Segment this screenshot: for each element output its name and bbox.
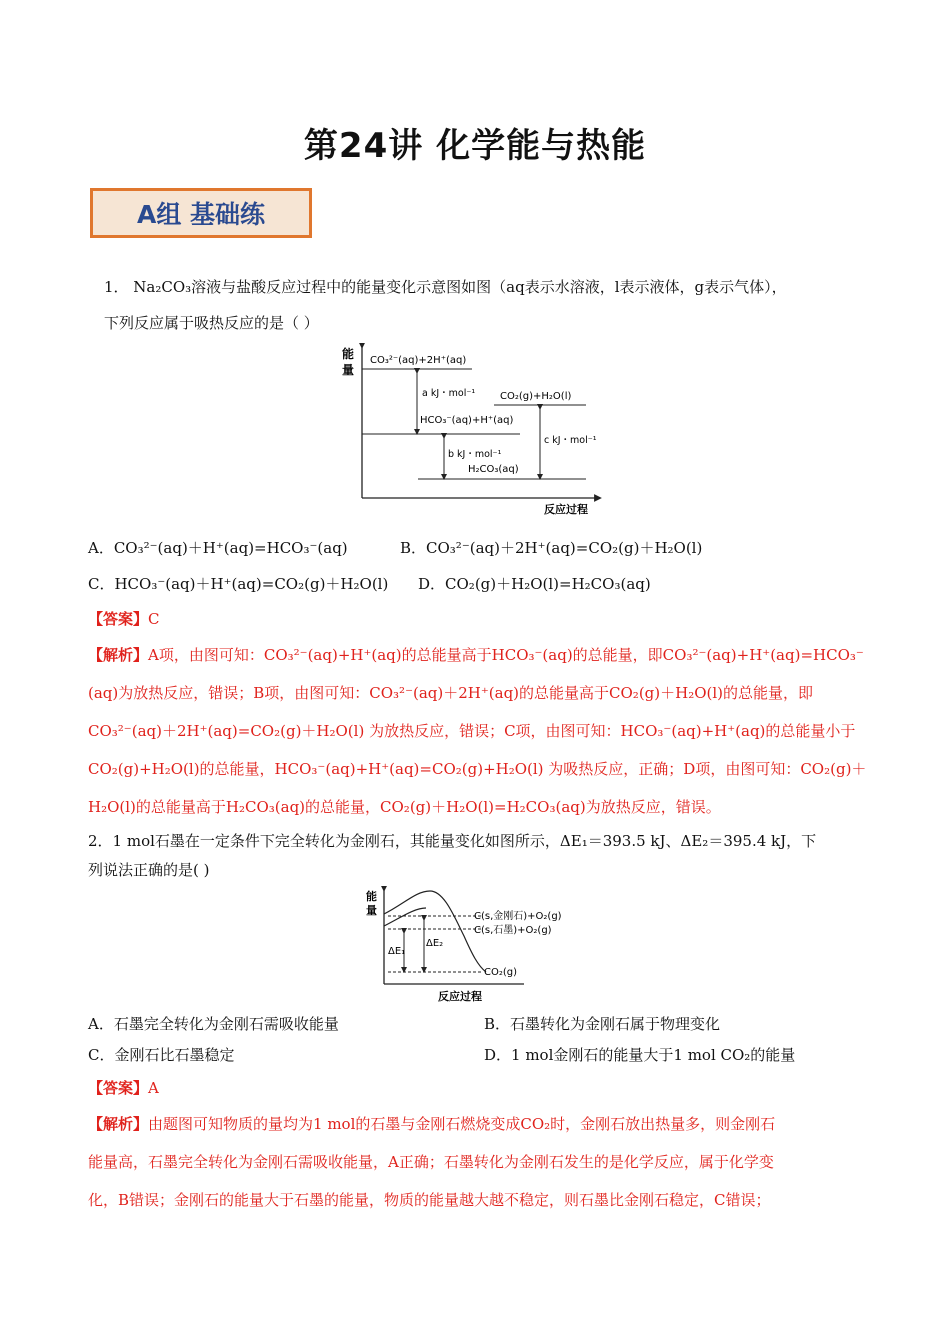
q1-analysis-text-1: A项，由图可知：CO₃²⁻(aq)+H⁺(aq)的总能量高于HCO₃⁻(aq)的总能量，即CO₃²⁻(aq)+H⁺(aq)=HCO₃⁻ <box>148 646 864 664</box>
q2-stem-line-1: 2．1 mol石墨在一定条件下完全转化为金刚石，其能量变化如图所示，ΔE₁＝393.5 kJ、ΔE₂＝395.4 kJ，下 <box>88 832 817 850</box>
q2-answer-tag: 【答案】 <box>88 1079 149 1097</box>
q1-option-d: D．CO₂(g)＋H₂O(l)=H₂CO₃(aq) <box>418 575 651 593</box>
q1-option-a: A．CO₃²⁻(aq)＋H⁺(aq)=HCO₃⁻(aq) <box>88 539 348 557</box>
q1-answer-tag: 【答案】 <box>88 610 149 628</box>
q1-energy-diagram <box>340 343 610 518</box>
q1-level-top-label: CO₃²⁻(aq)+2H⁺(aq) <box>370 355 467 366</box>
q2-option-b: B．石墨转化为金刚石属于物理变化 <box>484 1015 721 1033</box>
q2-label-co2: CO₂(g) <box>484 967 518 978</box>
q2-option-c: C．金刚石比石墨稳定 <box>88 1046 235 1064</box>
q1-analysis-tag: 【解析】 <box>88 646 149 664</box>
q1-level-bottom-label: H₂CO₃(aq) <box>468 464 519 475</box>
q2-curve-diamond <box>384 891 486 972</box>
q2-analysis-tag: 【解析】 <box>88 1115 149 1133</box>
q1-answer <box>88 609 160 629</box>
q1-analysis-line-3: CO₃²⁻(aq)＋2H⁺(aq)=CO₂(g)＋H₂O(l) 为放热反应，错误；C项，由图可知：HCO₃⁻(aq)+H⁺(aq)的总能量小于 <box>88 722 856 740</box>
q2-answer <box>88 1078 159 1098</box>
q2-analysis-line-3: 化，B错误；金刚石的能量大于石墨的能量，物质的能量越大越不稳定，则石墨比金刚石稳定，C错误； <box>88 1191 771 1209</box>
q2-analysis-line-2: 能量高，石墨完全转化为金刚石需吸收能量，A正确；石墨转化为金刚石发生的是化学反应，属于化学变 <box>88 1153 774 1171</box>
q2-label-e1: ΔE₁ <box>388 946 406 957</box>
q1-y-label-1: 能 <box>342 347 355 361</box>
q1-level-right-label: CO₂(g)+H₂O(l) <box>500 391 572 402</box>
q1-analysis-line-5: H₂O(l)的总能量高于H₂CO₃(aq)的总能量，CO₂(g)＋H₂O(l)=H₂CO₃(aq)为放热反应，错误。 <box>88 798 721 816</box>
q1-analysis-line-1 <box>88 645 864 665</box>
q1-stem-line-1: 1． Na₂CO₃溶液与盐酸反应过程中的能量变化示意图如图（aq表示水溶液，l表示液体，g表示气体）， <box>104 278 787 296</box>
q1-answer-value: C <box>148 610 160 628</box>
q1-arrow-c-label: c kJ・mol⁻¹ <box>544 435 597 446</box>
section-badge: A组 基础练 <box>90 188 312 238</box>
q2-analysis-text-1: 由题图可知物质的量均为1 mol的石墨与金刚石燃烧变成CO₂时，金刚石放出热量多，则金刚石 <box>148 1115 776 1133</box>
q1-option-c: C．HCO₃⁻(aq)＋H⁺(aq)=CO₂(g)＋H₂O(l) <box>88 575 389 593</box>
q1-y-label-2: 量 <box>342 363 355 377</box>
q1-x-label: 反应过程 <box>544 503 588 516</box>
q1-analysis-line-4: CO₂(g)+H₂O(l)的总能量，HCO₃⁻(aq)+H⁺(aq)=CO₂(g)+H₂O(l) 为吸热反应，正确；D项，由图可知：CO₂(g)＋ <box>88 760 867 778</box>
q2-energy-diagram <box>364 886 594 1004</box>
q1-arrow-b-label: b kJ・mol⁻¹ <box>448 449 502 460</box>
q2-answer-value: A <box>148 1079 159 1097</box>
q2-option-a: A．石墨完全转化为金刚石需吸收能量 <box>88 1015 339 1033</box>
q2-label-graphite: C(s,石墨)+O₂(g) <box>474 925 552 936</box>
q2-y-label-1: 能 <box>366 890 377 903</box>
q2-y-label-2: 量 <box>366 904 377 917</box>
q1-arrow-a-label: a kJ・mol⁻¹ <box>422 388 476 399</box>
q1-level-mid-label: HCO₃⁻(aq)+H⁺(aq) <box>420 415 514 426</box>
q2-stem-line-2: 列说法正确的是( ) <box>88 861 210 879</box>
q2-label-diamond: C(s,金刚石)+O₂(g) <box>474 911 562 922</box>
page-title: 第24讲 化学能与热能 <box>303 126 647 166</box>
q1-option-b: B．CO₃²⁻(aq)＋2H⁺(aq)=CO₂(g)＋H₂O(l) <box>400 539 703 557</box>
q2-analysis-line-1 <box>88 1114 775 1134</box>
q2-x-label: 反应过程 <box>438 990 482 1003</box>
q2-label-e2: ΔE₂ <box>426 938 444 949</box>
q1-stem-line-2: 下列反应属于吸热反应的是（ ） <box>104 314 319 332</box>
q1-analysis-line-2: (aq)为放热反应，错误；B项，由图可知：CO₃²⁻(aq)＋2H⁺(aq)的总能量高于CO₂(g)＋H₂O(l)的总能量，即 <box>88 684 814 702</box>
q2-option-d: D．1 mol金刚石的能量大于1 mol CO₂的能量 <box>484 1046 796 1064</box>
